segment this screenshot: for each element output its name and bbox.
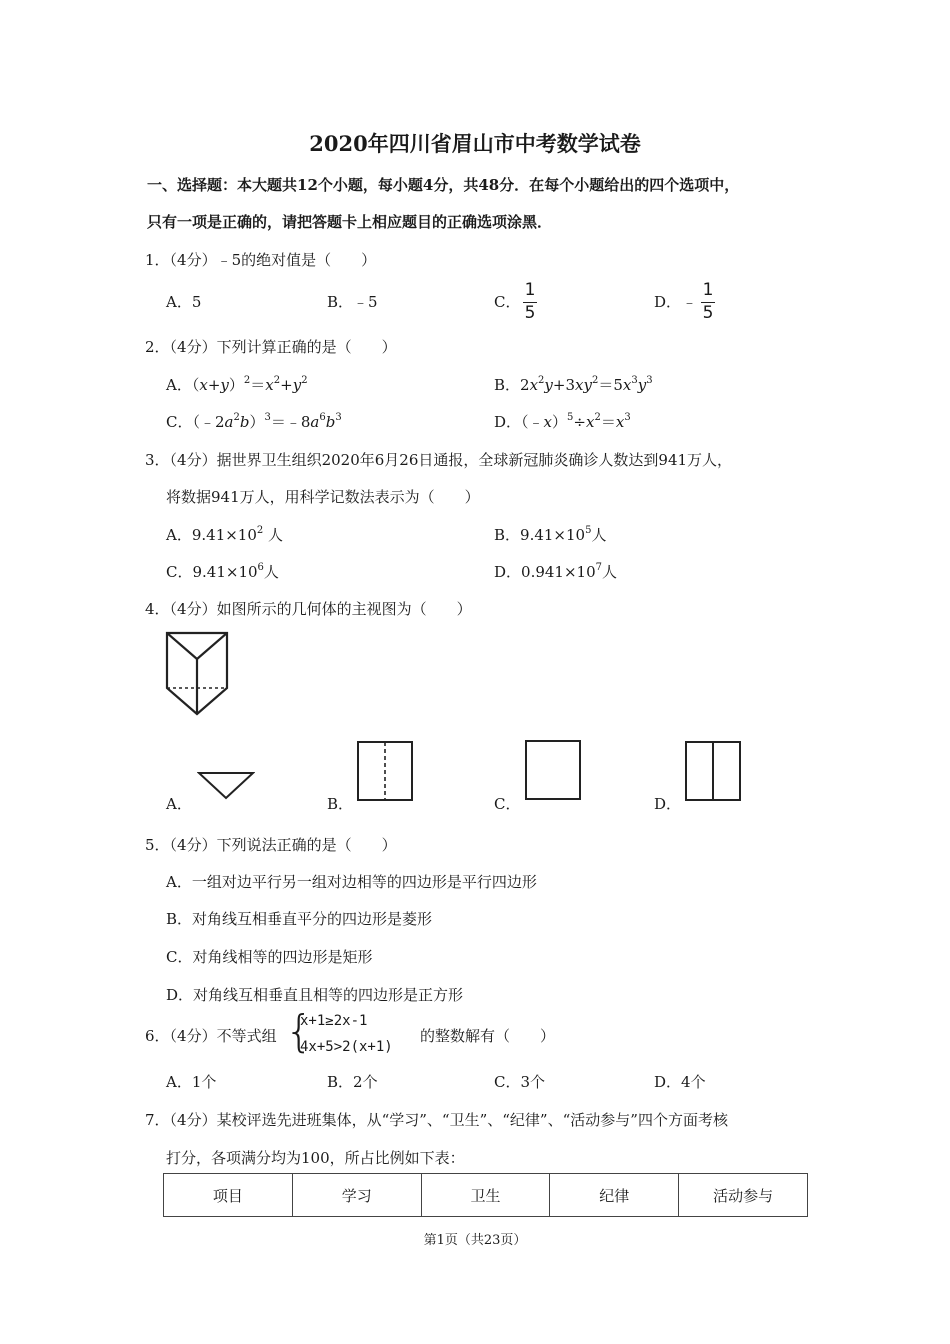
table-header-cell: 纪律 bbox=[550, 1174, 679, 1217]
inequality-brace: { bbox=[285, 1006, 313, 1057]
question-1-stem: 1．（4分）﹣5的绝对值是（ ） bbox=[145, 251, 377, 269]
question-3-option-a: A．$9.41\times 10^2$ 人 bbox=[166, 525, 284, 544]
section-heading-line-2: 只有一项是正确的，请把答题卡上相应题目的正确选项涂黑． bbox=[147, 213, 553, 231]
question-5-option-d: D．对角线互相垂直且相等的四边形是正方形 bbox=[166, 986, 464, 1004]
table-header-cell: 活动参与 bbox=[679, 1174, 808, 1217]
page-title: 2020年四川省眉山市中考数学试卷 bbox=[309, 131, 641, 156]
option-b-rect-dashed-figure bbox=[356, 740, 414, 802]
question-4-option-b-label: B． bbox=[327, 795, 354, 813]
question-5-option-a: A．一组对边平行另一组对边相等的四边形是平行四边形 bbox=[166, 873, 537, 891]
question-6-stem-prefix: 6．（4分）不等式组 bbox=[145, 1027, 277, 1045]
question-5-option-c: C．对角线相等的四边形是矩形 bbox=[166, 948, 373, 966]
question-6-option-b: B．2个 bbox=[327, 1073, 378, 1091]
question-3-option-c: C．$9.41\times 10^6$人 bbox=[166, 562, 279, 581]
question-4-stem: 4．（4分）如图所示的几何体的主视图为（ ） bbox=[145, 600, 472, 618]
triangular-prism-figure bbox=[164, 630, 230, 718]
table-header-cell: 项目 bbox=[164, 1174, 293, 1217]
question-4-option-a-label: A． bbox=[166, 795, 192, 813]
score-weight-table bbox=[163, 1173, 808, 1217]
inequality-1: x+1≥2x-1 bbox=[300, 1013, 368, 1029]
fraction-numerator: 1 bbox=[524, 280, 536, 300]
question-3-option-d: D．$0.941\times 10^7$人 bbox=[494, 562, 618, 581]
question-4-option-c-label: C． bbox=[494, 795, 521, 813]
question-3-option-b: B．$9.41\times 10^5$人 bbox=[494, 525, 607, 544]
option-a-triangle-figure bbox=[197, 771, 255, 801]
question-1-option-d-sign: ﹣ bbox=[682, 293, 698, 311]
fraction-numerator: 1 bbox=[702, 280, 714, 300]
question-3-stem-line-1: 3．（4分）据世界卫生组织2020年6月26日通报，全球新冠肺炎确诊人数达到941万人， bbox=[145, 451, 733, 469]
option-c-rect-figure bbox=[524, 739, 582, 801]
fraction-denominator: 5 bbox=[524, 303, 536, 323]
table-header-cell: 卫生 bbox=[421, 1174, 550, 1217]
section-heading-line-1: 一、选择题：本大题共12个小题，每小题4分，共48分．在每个小题给出的四个选项中， bbox=[147, 176, 740, 194]
question-6-option-a: A．1个 bbox=[166, 1073, 217, 1091]
question-2-option-b: B．$2x^2y+3xy^2=5x^3y^3$ bbox=[494, 375, 653, 394]
question-3-stem-line-2: 将数据941万人，用科学记数法表示为（ ） bbox=[166, 488, 480, 506]
question-5-option-b: B．对角线互相垂直平分的四边形是菱形 bbox=[166, 910, 433, 928]
question-1-option-c-label: C． bbox=[494, 293, 521, 311]
question-2-option-d: D．$(﹣x)^5\div x^2=x^3$ bbox=[494, 412, 631, 431]
page-footer: 第1页（共23页） bbox=[423, 1233, 527, 1248]
question-5-stem: 5．（4分）下列说法正确的是（ ） bbox=[145, 836, 397, 854]
question-7-stem-line-1: 7．（4分）某校评选先进班集体，从“学习”、“卫生”、“纪律”、“活动参与”四个方面考核 bbox=[145, 1111, 728, 1129]
question-2-option-a: A．$(x+y)^2=x^2+y^2$ bbox=[166, 375, 308, 394]
table-header-row bbox=[164, 1174, 808, 1217]
question-2-option-c: C．$(﹣2a^2b)^3=﹣8a^6b^3$ bbox=[166, 412, 342, 431]
question-4-option-d-label: D． bbox=[654, 795, 682, 813]
question-2-stem: 2．（4分）下列计算正确的是（ ） bbox=[145, 338, 397, 356]
question-6-option-d: D．4个 bbox=[654, 1073, 706, 1091]
fraction-denominator: 5 bbox=[702, 303, 714, 323]
question-7-stem-line-2: 打分，各项满分均为100，所占比例如下表： bbox=[166, 1149, 465, 1167]
option-d-rect-solid-line-figure bbox=[684, 740, 742, 802]
question-1-option-d-label: D． bbox=[654, 293, 682, 311]
question-6-stem-suffix: 的整数解有（ ） bbox=[420, 1027, 556, 1045]
inequality-2: 4x+5>2(x+1) bbox=[300, 1039, 393, 1055]
question-6-option-c: C．3个 bbox=[494, 1073, 546, 1091]
table-header-cell: 学习 bbox=[292, 1174, 421, 1217]
question-1-option-b: B．﹣5 bbox=[327, 293, 378, 311]
question-1-option-a: A．5 bbox=[166, 293, 202, 311]
